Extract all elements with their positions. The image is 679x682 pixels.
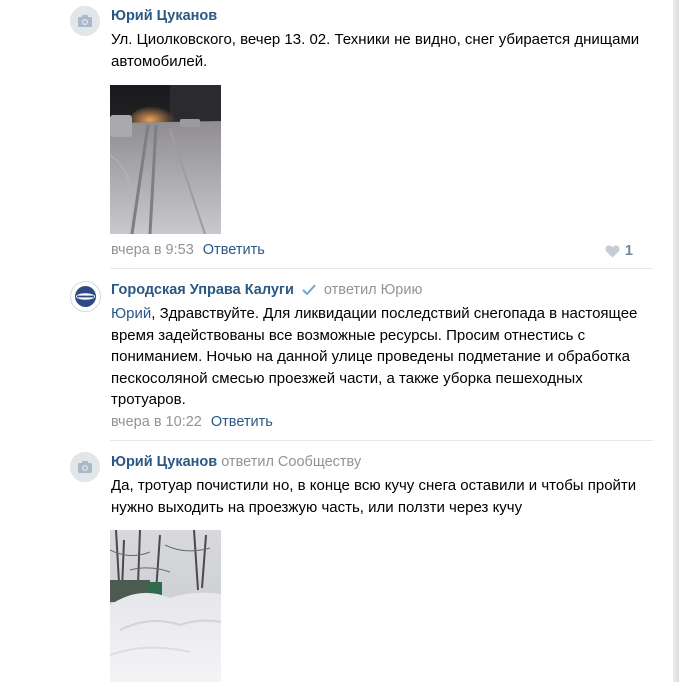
replied-to[interactable]: ответил Юрию	[323, 282, 423, 298]
camera-icon	[70, 452, 100, 482]
comment-photo[interactable]	[110, 85, 221, 234]
comment-date[interactable]: вчера в 10:22	[111, 414, 202, 430]
comment-date[interactable]: вчера в 9:53	[111, 242, 194, 258]
like-count: 1	[624, 243, 633, 259]
comment-divider	[110, 440, 653, 441]
mention-link[interactable]: Юрий	[111, 305, 152, 322]
camera-icon	[70, 6, 100, 36]
checkmark-icon	[302, 284, 316, 296]
avatar[interactable]	[70, 6, 100, 36]
comment-text	[111, 303, 651, 411]
reply-button[interactable]: Ответить	[210, 414, 273, 430]
window-edge	[673, 0, 679, 682]
reply-button[interactable]: Ответить	[202, 242, 265, 258]
comment-text: Да, тротуар почистили но, в конце всю кучу снега оставили и чтобы пройти нужно выходить на проезжую часть, или ползти через кучу	[111, 477, 637, 516]
like-button[interactable]	[605, 243, 633, 259]
comment-text: Ул. Циолковского, вечер 13. 02. Техники не видно, снег убирается днищами автомобилей.	[111, 31, 640, 70]
comment-photo[interactable]	[110, 530, 221, 682]
author-name[interactable]: Юрий Цуканов	[111, 8, 218, 24]
avatar[interactable]	[70, 281, 101, 312]
city-emblem-icon	[71, 282, 100, 311]
comment-divider	[110, 268, 653, 269]
author-name[interactable]: Юрий Цуканов	[111, 454, 218, 470]
snowy-street-photo	[110, 85, 221, 234]
snowy-sidewalk-photo	[110, 530, 221, 682]
replied-to[interactable]: ответил Сообществу	[221, 454, 362, 470]
avatar[interactable]	[70, 452, 100, 482]
author-name[interactable]: Городская Управа Калуги	[111, 282, 294, 298]
heart-icon	[605, 245, 620, 258]
comment-text-body: , Здравствуйте. Для ликвидации последствий снегопада в настоящее время задействованы все возможные ресурсы. Просим отнестись с пониманием. Ночью на данной улице проведены подметание и обработка пескосоляной смесью проезжей части, а также уборка пешеходных тротуаров.	[111, 305, 638, 408]
